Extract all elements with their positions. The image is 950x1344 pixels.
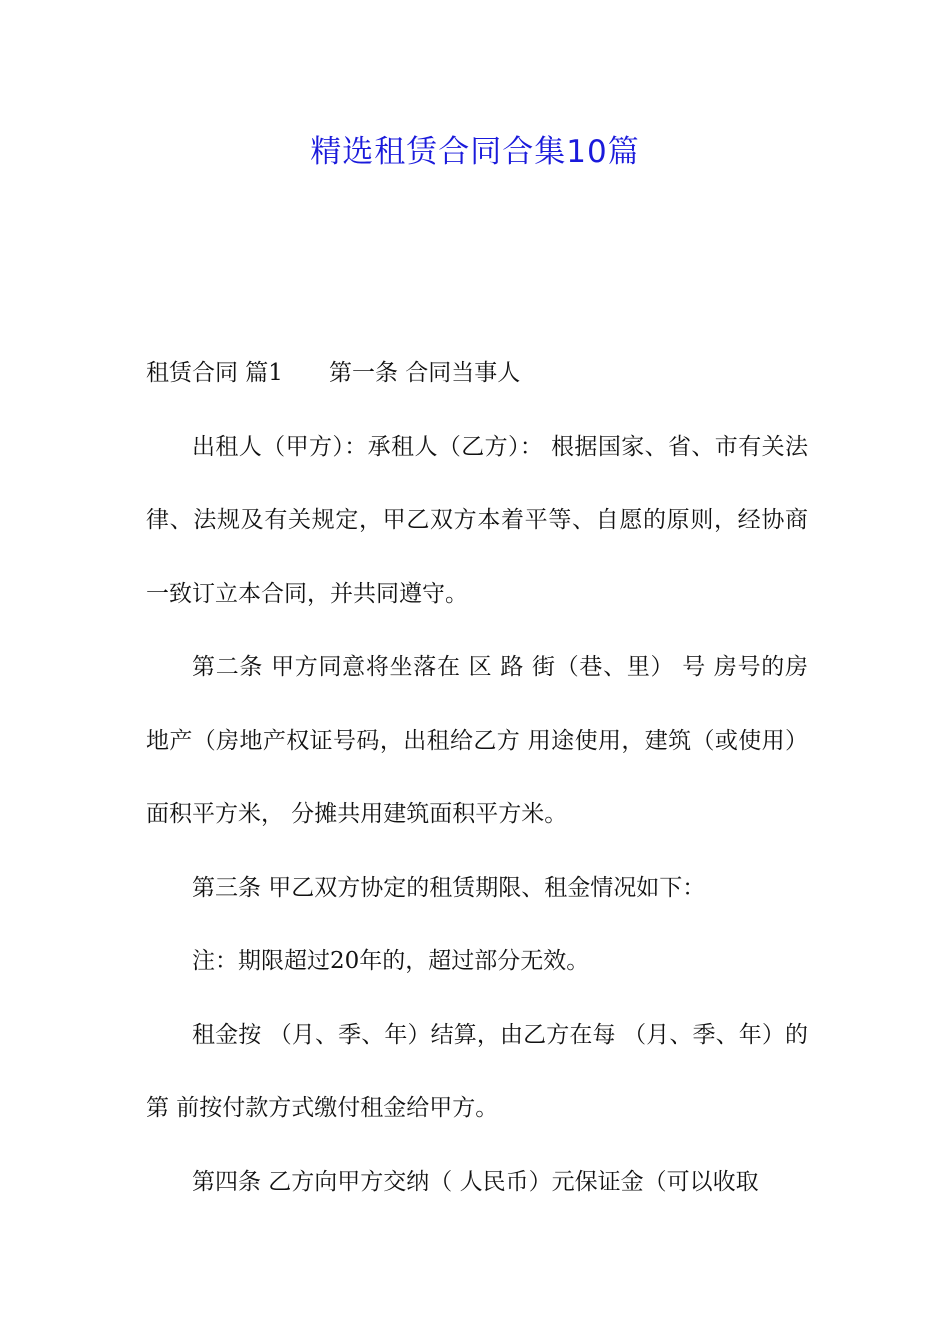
paragraph: 第四条 乙方向甲方交纳（ 人民币）元保证金（可以收取 <box>192 1168 759 1195</box>
contract-part-label: 租赁合同 篇1 <box>146 360 283 386</box>
section-heading <box>146 337 808 411</box>
paragraph: 租金按 （月、季、年）结算，由乙方在每 （月、季、年）的第 前按付款方式缴付租金给甲方。 <box>146 1021 808 1121</box>
paragraph: 第三条 甲乙双方协定的租赁期限、租金情况如下： <box>192 874 706 901</box>
paragraph: 第二条 甲方同意将坐落在 区 路 街（巷、里） 号 房号的房地产（房地产权证号码，出租给乙方 用途使用，建筑（或使用）面积平方米， 分摊共用建筑面积平方米。 <box>146 654 808 827</box>
document-title: 精选租赁合同合集10篇 <box>310 134 640 170</box>
paragraph: 出租人（甲方）：承租人（乙方）： 根据国家、省、市有关法律、法规及有关规定，甲乙双方本着平等、自愿的原则，经协商一致订立本合同，并共同遵守。 <box>146 433 808 607</box>
paragraph: 注：期限超过20年的，超过部分无效。 <box>192 948 590 974</box>
article-heading: 第一条 合同当事人 <box>328 360 521 386</box>
document-body <box>146 337 808 1219</box>
